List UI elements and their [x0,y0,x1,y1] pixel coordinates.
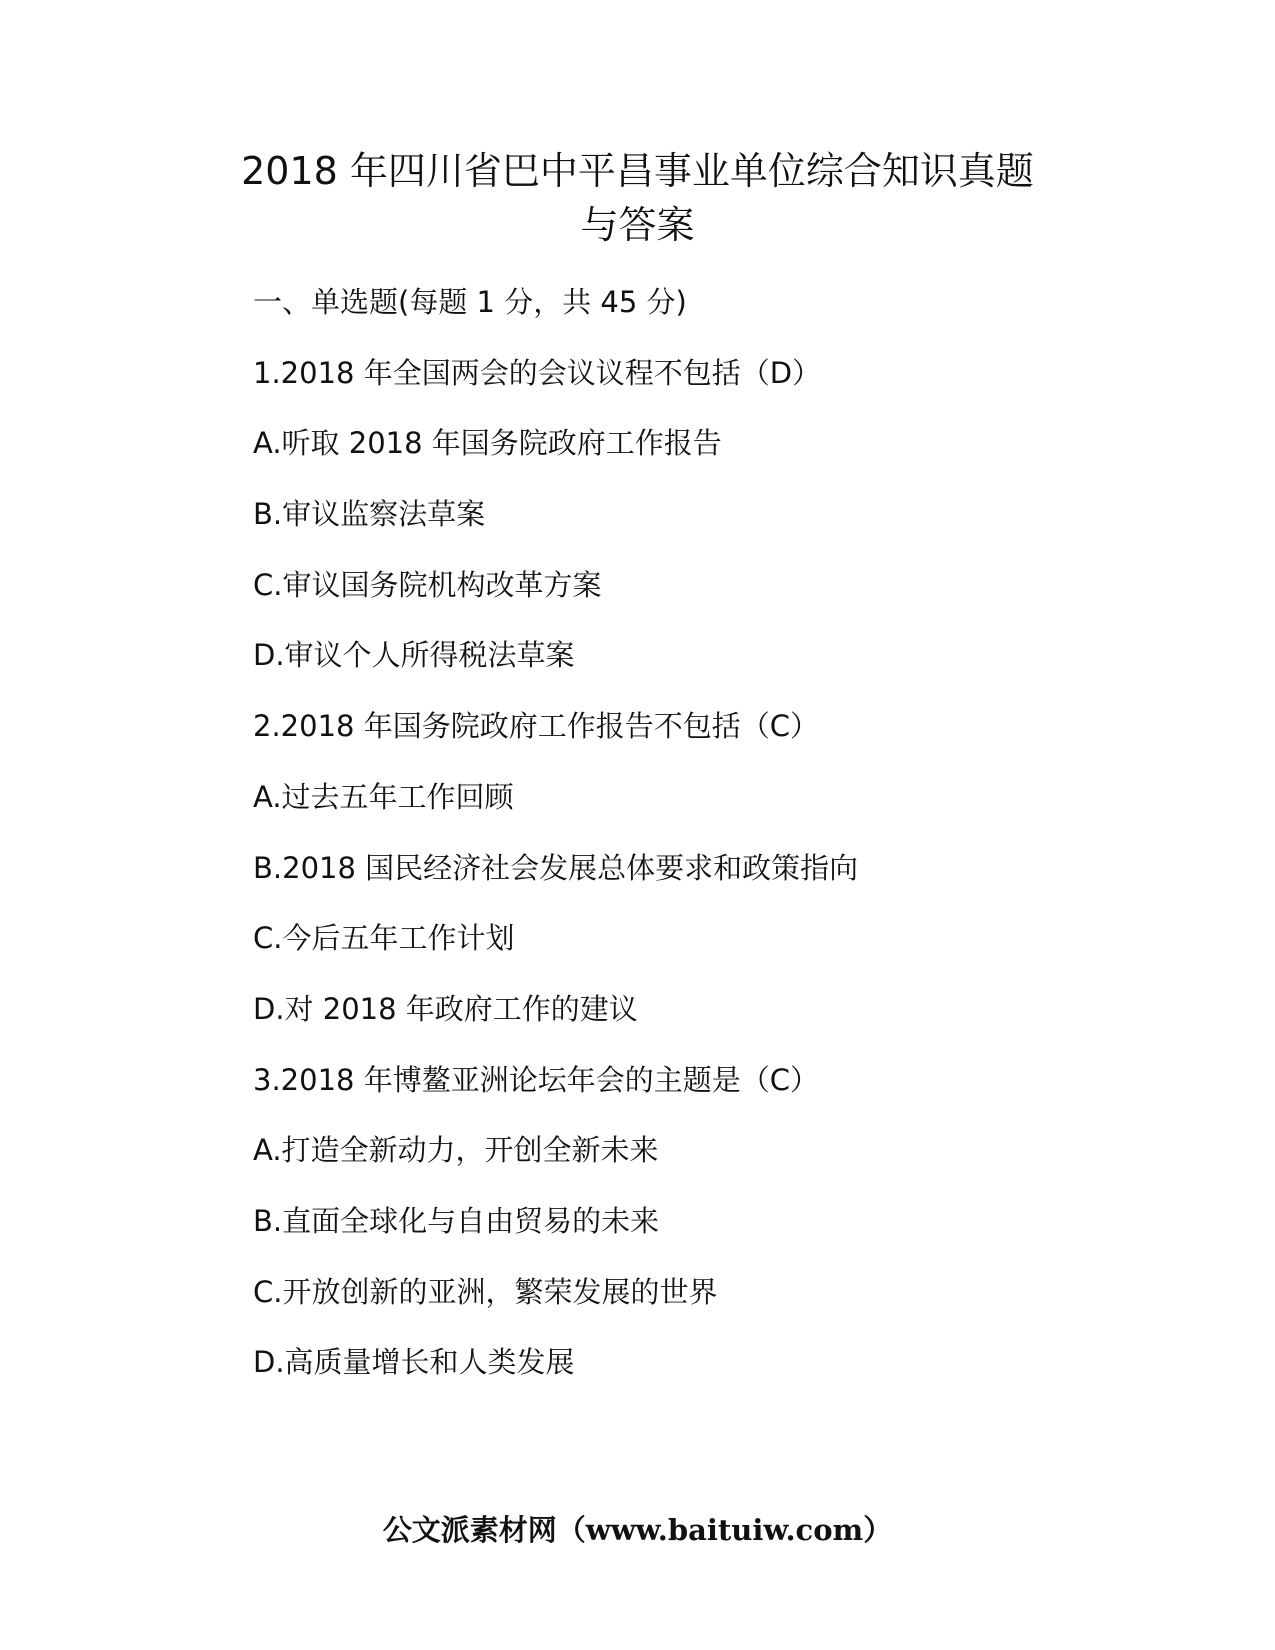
question-1-option-a: A.听取 2018 年国务院政府工作报告 [253,426,722,461]
question-2-option-a: A.过去五年工作回顾 [253,779,514,814]
question-2: 2.2018 年国务院政府工作报告不包括（C） [253,709,819,744]
page-footer: 公文派素材网（www.baituiw.com） [382,1513,893,1547]
question-3: 3.2018 年博鳌亚洲论坛年会的主题是（C） [253,1062,819,1097]
section-heading: 一、单选题(每题 1 分，共 45 分) [253,285,687,319]
question-1-option-c: C.审议国务院机构改革方案 [253,567,602,602]
question-1: 1.2018 年全国两会的会议议程不包括（D） [253,355,822,390]
document-body [253,284,1153,1415]
question-2-option-c: C.今后五年工作计划 [253,921,515,956]
question-3-option-a: A.打造全新动力，开创全新未来 [253,1133,659,1168]
document-title-line-1: 2018 年四川省巴中平昌事业单位综合知识真题 [241,149,1034,193]
question-3-option-b: B.直面全球化与自由贸易的未来 [253,1203,660,1238]
document-title [150,144,1125,252]
question-1-option-b: B.审议监察法草案 [253,497,486,532]
question-3-option-c: C.开放创新的亚洲，繁荣发展的世界 [253,1274,718,1309]
question-3-option-d: D.高质量增长和人类发展 [253,1345,575,1380]
document-title-line-2: 与答案 [580,203,695,247]
question-2-option-b: B.2018 国民经济社会发展总体要求和政策指向 [253,850,859,885]
question-2-option-d: D.对 2018 年政府工作的建议 [253,991,638,1026]
question-1-option-d: D.审议个人所得税法草案 [253,638,575,673]
